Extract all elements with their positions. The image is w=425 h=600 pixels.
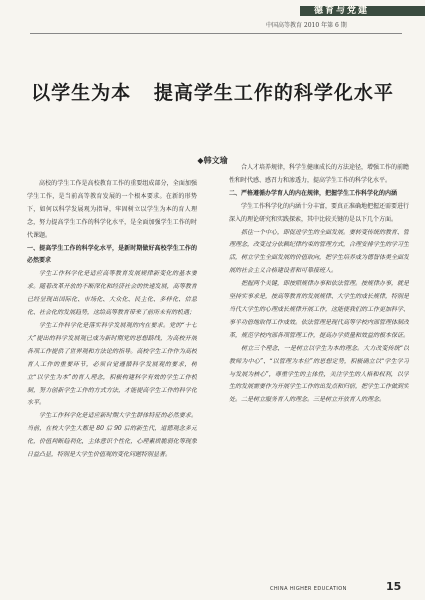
section-heading: 一、提高学生工作的科学化水平，是新时期做好高校学生工作的必然要求 (27, 244, 197, 265)
article-author: ◆韩文瑜 (197, 155, 228, 165)
section-heading: 二、严格遵循办学育人的内在规律，把握学生工作科学化的内涵 (229, 189, 398, 197)
journal-name: CHINA HIGHER EDUCATION (270, 586, 347, 592)
paragraph: 学生工作科学化的内涵十分丰富，要真正准确地把握还需要进行深入的理论研究和实践探索，其中比较关键的是以下几个方面。 (229, 202, 409, 223)
left-column (27, 178, 197, 566)
section-tag: 德育与党建 (314, 6, 370, 16)
paragraph: 把握两个关键，即按照规律办事和依法管理。按规律办事，就是坚持实事求是，按高等教育的发展规律、大学生的成长规律，特别是当代大学生的心理成长规律开展工作，这能使我们的工作更加科学、事半功倍地取得工作成效。依法管理是现代高等学校内部管理体制改革，规范学校内部各项管理工作，提高办学质量和效益的根本保证。 (229, 280, 409, 339)
article-title: 以学生为本 提高学生工作的科学化水平 (31, 82, 394, 104)
paragraph: 学生工作科学化是适应新时期大学生群体特征的必然要求。当前，在校大学生大都是 80 后 90 后的新生代，道德观念多元化，价值判断趋利化，主体意识个性化，心理素质脆弱化等现象日益凸显，特别是大学生价值观的变化问题特别显著。 (27, 412, 197, 459)
paragraph: 抓住一个中心，即促进学生的全面发展。要转变传统的教育、管理理念，改变过分依赖纪律约束的管理方式，合理安排学生的学习生活，树立学生全面发展的价值取向，把学生培养成为德智体美全面发展的社会主义合格建设者和可靠接班人。 (229, 228, 409, 275)
paragraph: 树立三个理念，一是树立以学生为本的理念。大力改变传统“以教师为中心”、“以管理为本位”的思想定势，积极确立以“学生学习与发展为核心”，尊重学生的主体性，关注学生的人格和权利，以学生的发展需要作为开展学生工作的出发点和归宿，把学生工作做到实处。二是树立服务育人的理念。三是树立开放育人的理念。 (229, 344, 409, 404)
paragraph: 学生工作科学化是落实科学发展观的内在要求。党的“十七大”提出的科学发展观已成为新时期党的思想路线，为高校开展各项工作提供了世界观和方法论的指导。高校学生工作作为高校育人工作的重要环节，必须自觉遵循科学发展观的要求，树立“以学生为本”的育人理念，积极构建科学有效的学生工作机制，努力创新学生工作的方式方法，才能提高学生工作的科学化水平。 (27, 321, 197, 407)
right-column (229, 162, 409, 574)
paragraph: 合人才培养规律，科学生健康成长的方法途径，增强工作的前瞻性和时代感、感召力和渗透力，提高学生工作的科学化水平。 (229, 164, 409, 184)
paragraph: 学生工作科学化是适应高等教育发展规律新变化的基本要求。随着改革开放的不断深化和经济社会的快速发展，高等教育已经呈现出国际化、市场化、大众化、民主化、多样化、信息化、社会化的发展趋势，这给高等教育带来了前所未有的机遇； (27, 270, 197, 317)
header-rule (30, 33, 402, 34)
journal-issue: 中国高等教育 2010 年第 6 期 (266, 22, 347, 29)
page-number: 15 (386, 580, 402, 593)
paragraph: 高校的学生工作是高校教育工作的重要组成部分，全面加强学生工作，是当前高等教育发展的一个根本要求。在新的形势下，如何以科学发展观为指导，牢固树立以学生为本的育人理念，努力提高学生工作的科学化水平，是全面加强学生工作的时代课题。 (27, 180, 197, 239)
